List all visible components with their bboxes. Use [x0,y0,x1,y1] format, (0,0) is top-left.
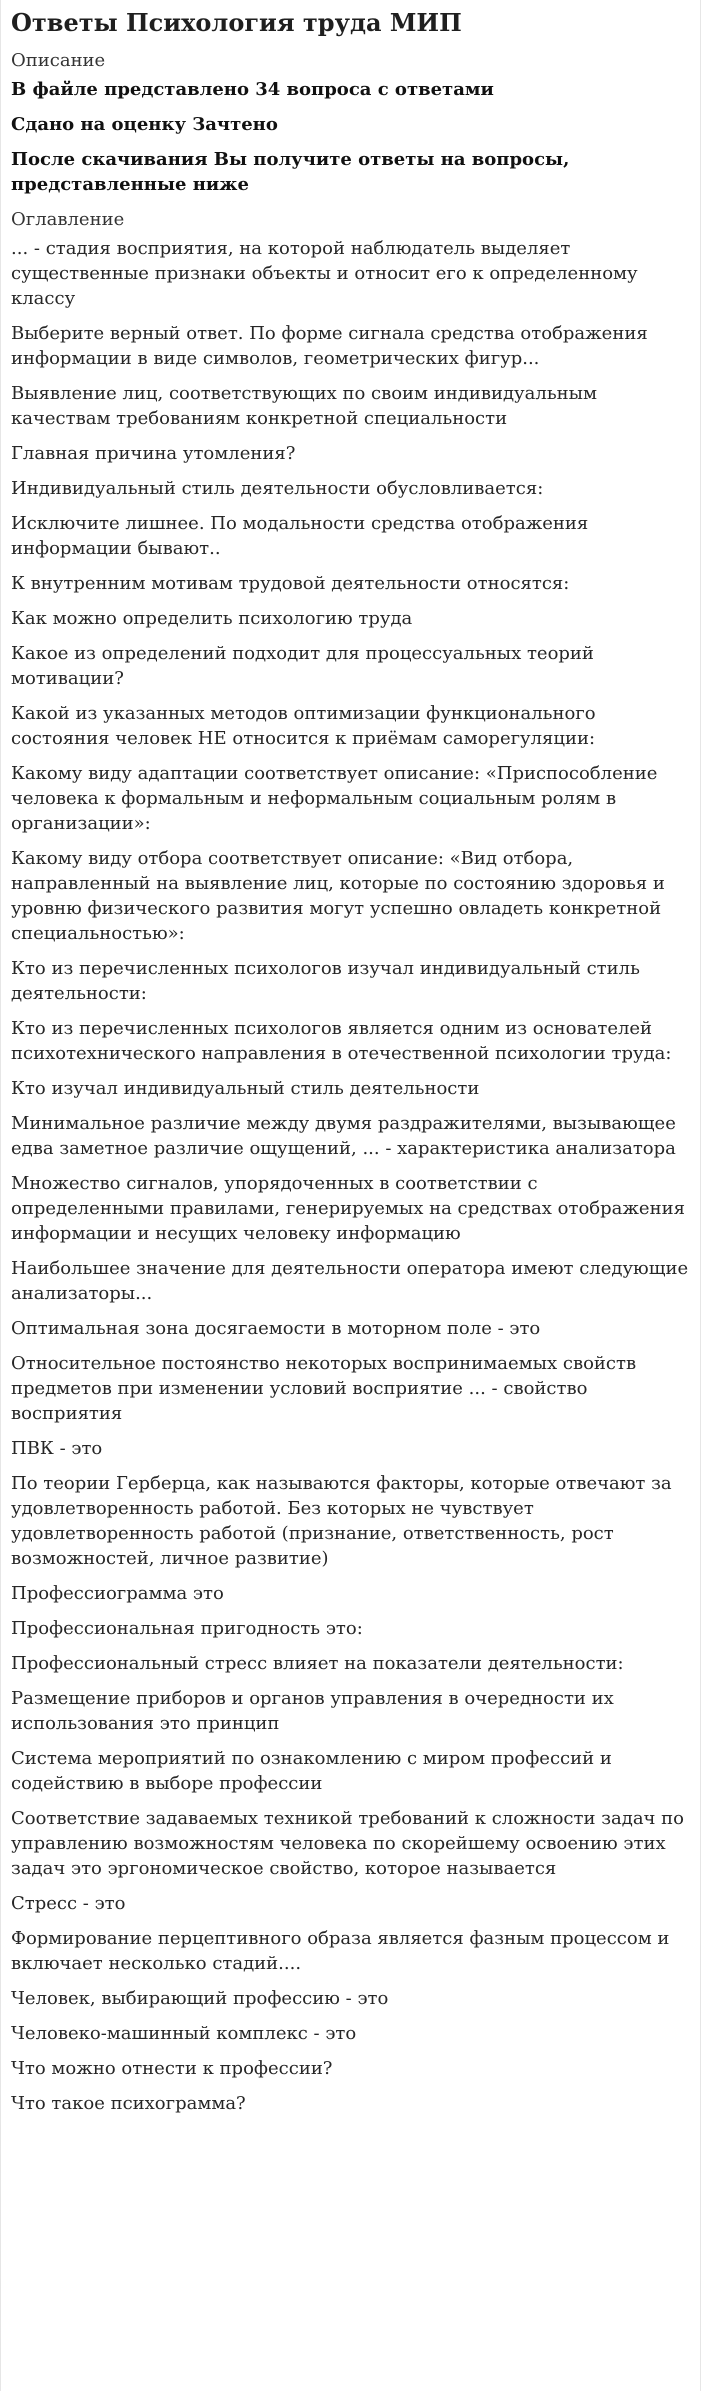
question-item: Выберите верный ответ. По форме сигнала средства отображения информации в виде символов, геометрических фигур... [11,323,648,369]
question-item: Индивидуальный стиль деятельности обусловливается: [11,478,544,499]
question-item: Исключите лишнее. По модальности средства отображения информации бывают.. [11,513,589,559]
question-item: Человеко-машинный комплекс - это [11,2023,357,2044]
question-item: Какой из указанных методов оптимизации функционального состояния человек НЕ относится к приёмам саморегуляции: [11,703,596,749]
question-item: Кто изучал индивидуальный стиль деятельности [11,1078,480,1099]
question-item: Главная причина утомления? [11,443,296,464]
question-item: Выявление лиц, соответствующих по своим индивидуальным качествам требованиям конкретной специальности [11,383,597,429]
question-item: Система мероприятий по ознакомлению с миром профессий и содействию в выборе профессии [11,1748,612,1794]
question-item: Стресс - это [11,1893,126,1914]
toc-label: Оглавление [11,209,125,230]
question-item: Что можно отнести к профессии? [11,2058,333,2079]
question-item: Формирование перцептивного образа является фазным процессом и включает несколько стадий.... [11,1928,670,1974]
description-label: Описание [11,50,106,71]
question-item: Какому виду адаптации соответствует описание: «Приспособление человека к формальным и неформальным социальным ролям в организации»: [11,763,658,834]
question-item: Профессиограмма это [11,1583,224,1604]
description-line-question-count: В файле представлено 34 вопроса с ответами [11,79,494,100]
question-item: ... - стадия восприятия, на которой наблюдатель выделяет существенные признаки объекты и относит его к определенному классу [11,238,638,309]
question-item: Что такое психограмма? [11,2093,246,2114]
description-line-download-note: После скачивания Вы получите ответы на вопросы, представленные ниже [11,149,570,195]
question-item: ПВК - это [11,1438,103,1459]
question-list [11,236,690,2116]
question-item: Профессиональная пригодность это: [11,1618,363,1639]
question-item: По теории Герберца, как называются факторы, которые отвечают за удовлетворенность работой. Без которых не чувствует удовлетворенность работой (признание, ответственность, рост возможностей, личное развитие) [11,1473,672,1569]
question-item: Как можно определить психологию труда [11,608,413,629]
question-item: Какое из определений подходит для процессуальных теорий мотивации? [11,643,594,689]
question-item: Относительное постоянство некоторых воспринимаемых свойств предметов при изменении условий восприятие ... - свойство восприятия [11,1353,637,1424]
question-item: Соответствие задаваемых техникой требований к сложности задач по управлению возможностям человека по скорейшему освоению этих задач это эргономическое свойство, которое называется [11,1808,685,1879]
question-item: Размещение приборов и органов управления в очередности их использования это принцип [11,1688,614,1734]
question-item: Минимальное различие между двумя раздражителями, вызывающее едва заметное различие ощущений, ... - характеристика анализатора [11,1113,676,1159]
description-line-grade: Сдано на оценку Зачтено [11,114,278,135]
question-item: К внутренним мотивам трудовой деятельности относятся: [11,573,570,594]
question-item: Оптимальная зона досягаемости в моторном поле - это [11,1318,541,1339]
page-title: Ответы Психология труда МИП [11,8,462,37]
question-item: Кто из перечисленных психологов изучал индивидуальный стиль деятельности: [11,958,640,1004]
question-item: Наибольшее значение для деятельности оператора имеют следующие анализаторы... [11,1258,689,1304]
question-item: Профессиональный стресс влияет на показатели деятельности: [11,1653,624,1674]
question-item: Какому виду отбора соответствует описание: «Вид отбора, направленный на выявление лиц, которые по состоянию здоровья и уровню физического развития могут успешно овладеть конкретной специальностью»: [11,848,665,944]
question-item: Множество сигналов, упорядоченных в соответствии с определенными правилами, генерируемых на средствах отображения информации и несущих человеку информацию [11,1173,685,1244]
question-item: Человек, выбирающий профессию - это [11,1988,389,2009]
question-item: Кто из перечисленных психологов является одним из основателей психотехнического направления в отечественной психологии труда: [11,1018,672,1064]
